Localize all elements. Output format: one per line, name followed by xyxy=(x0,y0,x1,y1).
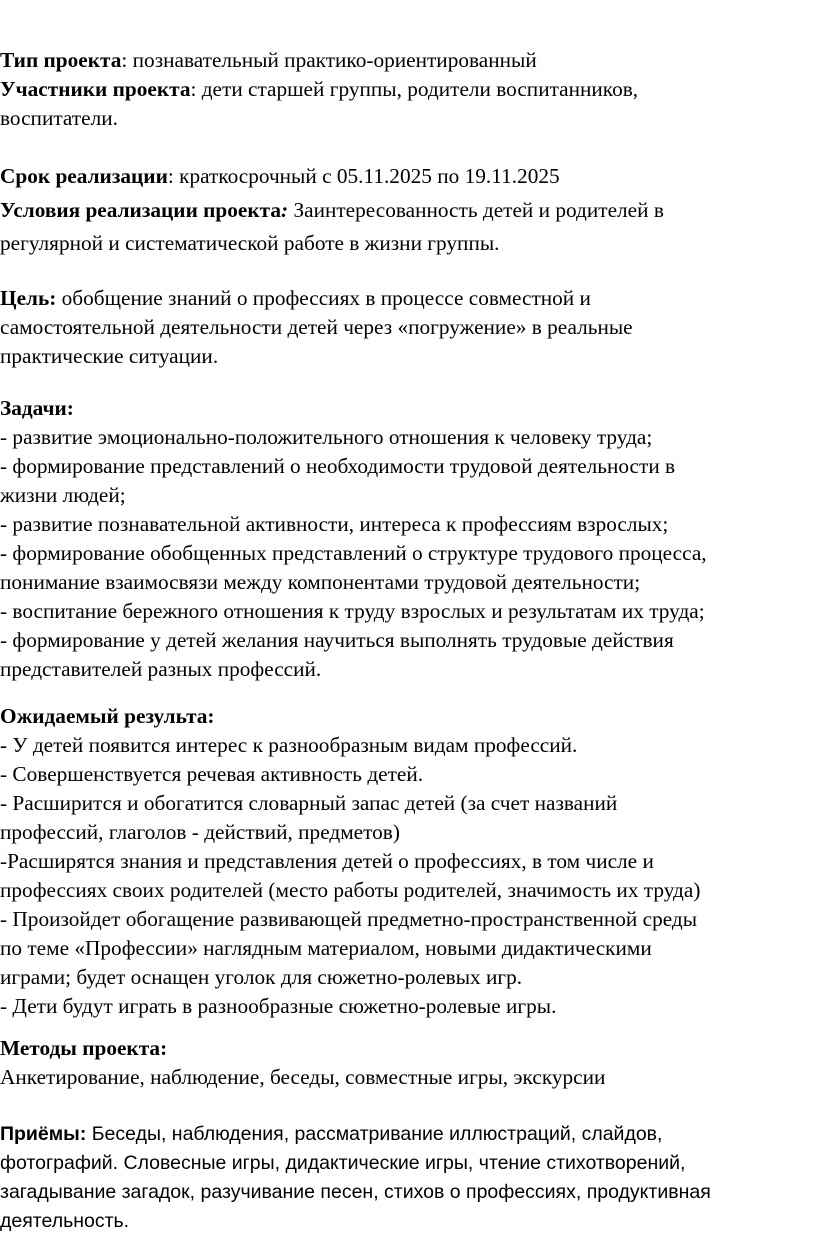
result-line: играми; будет оснащен уголок для сюжетно-ролевых игр. xyxy=(0,965,523,989)
participants-line: Участники проекта: дети старшей группы, родители воспитанников, xyxy=(0,77,639,101)
participants-value: дети старшей группы, родители воспитанников, xyxy=(201,77,639,101)
techniques-line-2: фотографий. Словесные игры, дидактические игры, чтение стихотворений, xyxy=(0,1152,686,1174)
task-line: - формирование обобщенных представлений о структуре трудового процесса, xyxy=(0,541,707,565)
task-line: - формирование у детей желания научиться выполнять трудовые действия xyxy=(0,628,674,652)
task-line: представителей разных профессий. xyxy=(0,657,322,681)
term-block xyxy=(0,162,816,191)
result-line: - Дети будут играть в разнообразные сюжетно-ролевые игры. xyxy=(0,994,557,1018)
project-type-label: Тип проекта xyxy=(0,48,122,72)
conditions-value-continued: регулярной и систематической работе в жизни группы. xyxy=(0,231,500,255)
result-line: - Совершенствуется речевая активность детей. xyxy=(0,762,424,786)
result-line: профессий, глаголов - действий, предметов) xyxy=(0,820,400,844)
tasks-heading: Задачи: xyxy=(0,396,74,420)
conditions-label: Условия реализации проекта xyxy=(0,198,282,222)
results-heading: Ожидаемый результа: xyxy=(0,704,215,728)
term-label: Срок реализации xyxy=(0,164,168,188)
techniques-block xyxy=(0,1120,816,1236)
result-line: профессиях своих родителей (место работы родителей, значимость их труда) xyxy=(0,878,701,902)
techniques-label: Приёмы: xyxy=(0,1123,87,1145)
tasks-block xyxy=(0,394,816,684)
result-line: по теме «Профессии» наглядным материалом, новыми дидактическими xyxy=(0,936,652,960)
task-line: - формирование представлений о необходимости трудовой деятельности в xyxy=(0,454,676,478)
project-type-value: познавательный практико-ориентированный xyxy=(132,48,537,72)
result-line: - У детей появится интерес к разнообразным видам профессий. xyxy=(0,733,578,757)
goal-block xyxy=(0,284,816,371)
project-type-block xyxy=(0,46,816,133)
task-line: - развитие познавательной активности, интереса к профессиям взрослых; xyxy=(0,512,669,536)
techniques-line-4: деятельность. xyxy=(0,1210,130,1232)
task-line: жизни людей; xyxy=(0,483,126,507)
methods-block xyxy=(0,1034,816,1092)
conditions-block xyxy=(0,194,816,260)
task-line: - развитие эмоционально-положительного отношения к человеку труда; xyxy=(0,425,653,449)
participants-label: Участники проекта xyxy=(0,77,191,101)
techniques-line: Приёмы: Беседы, наблюдения, рассматривание иллюстраций, слайдов, xyxy=(0,1123,663,1145)
task-line: - воспитание бережного отношения к труду взрослых и результатам их труда; xyxy=(0,599,705,623)
result-line: - Расширится и обогатится словарный запас детей (за счет названий xyxy=(0,791,618,815)
methods-heading: Методы проекта: xyxy=(0,1036,168,1060)
goal-line-2: самостоятельной деятельности детей через «погружение» в реальные xyxy=(0,315,633,339)
goal-line-3: практические ситуации. xyxy=(0,344,219,368)
conditions-line: Условия реализации проекта: Заинтересованность детей и родителей в xyxy=(0,198,664,222)
results-block xyxy=(0,702,816,1021)
participants-value-continued: воспитатели. xyxy=(0,106,118,130)
result-line: - Произойдет обогащение развивающей предметно-пространственной среды xyxy=(0,907,698,931)
conditions-value: Заинтересованность детей и родителей в xyxy=(288,198,664,222)
project-type-line: Тип проекта: познавательный практико-ориентированный xyxy=(0,48,537,72)
task-line: понимание взаимосвязи между компонентами трудовой деятельности; xyxy=(0,570,641,594)
goal-label: Цель: xyxy=(0,286,57,310)
methods-value: Анкетирование, наблюдение, беседы, совместные игры, экскурсии xyxy=(0,1065,606,1089)
techniques-line-3: загадывание загадок, разучивание песен, стихов о профессиях, продуктивная xyxy=(0,1181,711,1203)
result-line: -Расширятся знания и представления детей о профессиях, в том числе и xyxy=(0,849,654,873)
goal-line: Цель: обобщение знаний о профессиях в процессе совместной и xyxy=(0,286,591,310)
term-line: Срок реализации: краткосрочный с 05.11.2025 по 19.11.2025 xyxy=(0,164,560,188)
term-value: краткосрочный с 05.11.2025 по 19.11.2025 xyxy=(179,164,560,188)
